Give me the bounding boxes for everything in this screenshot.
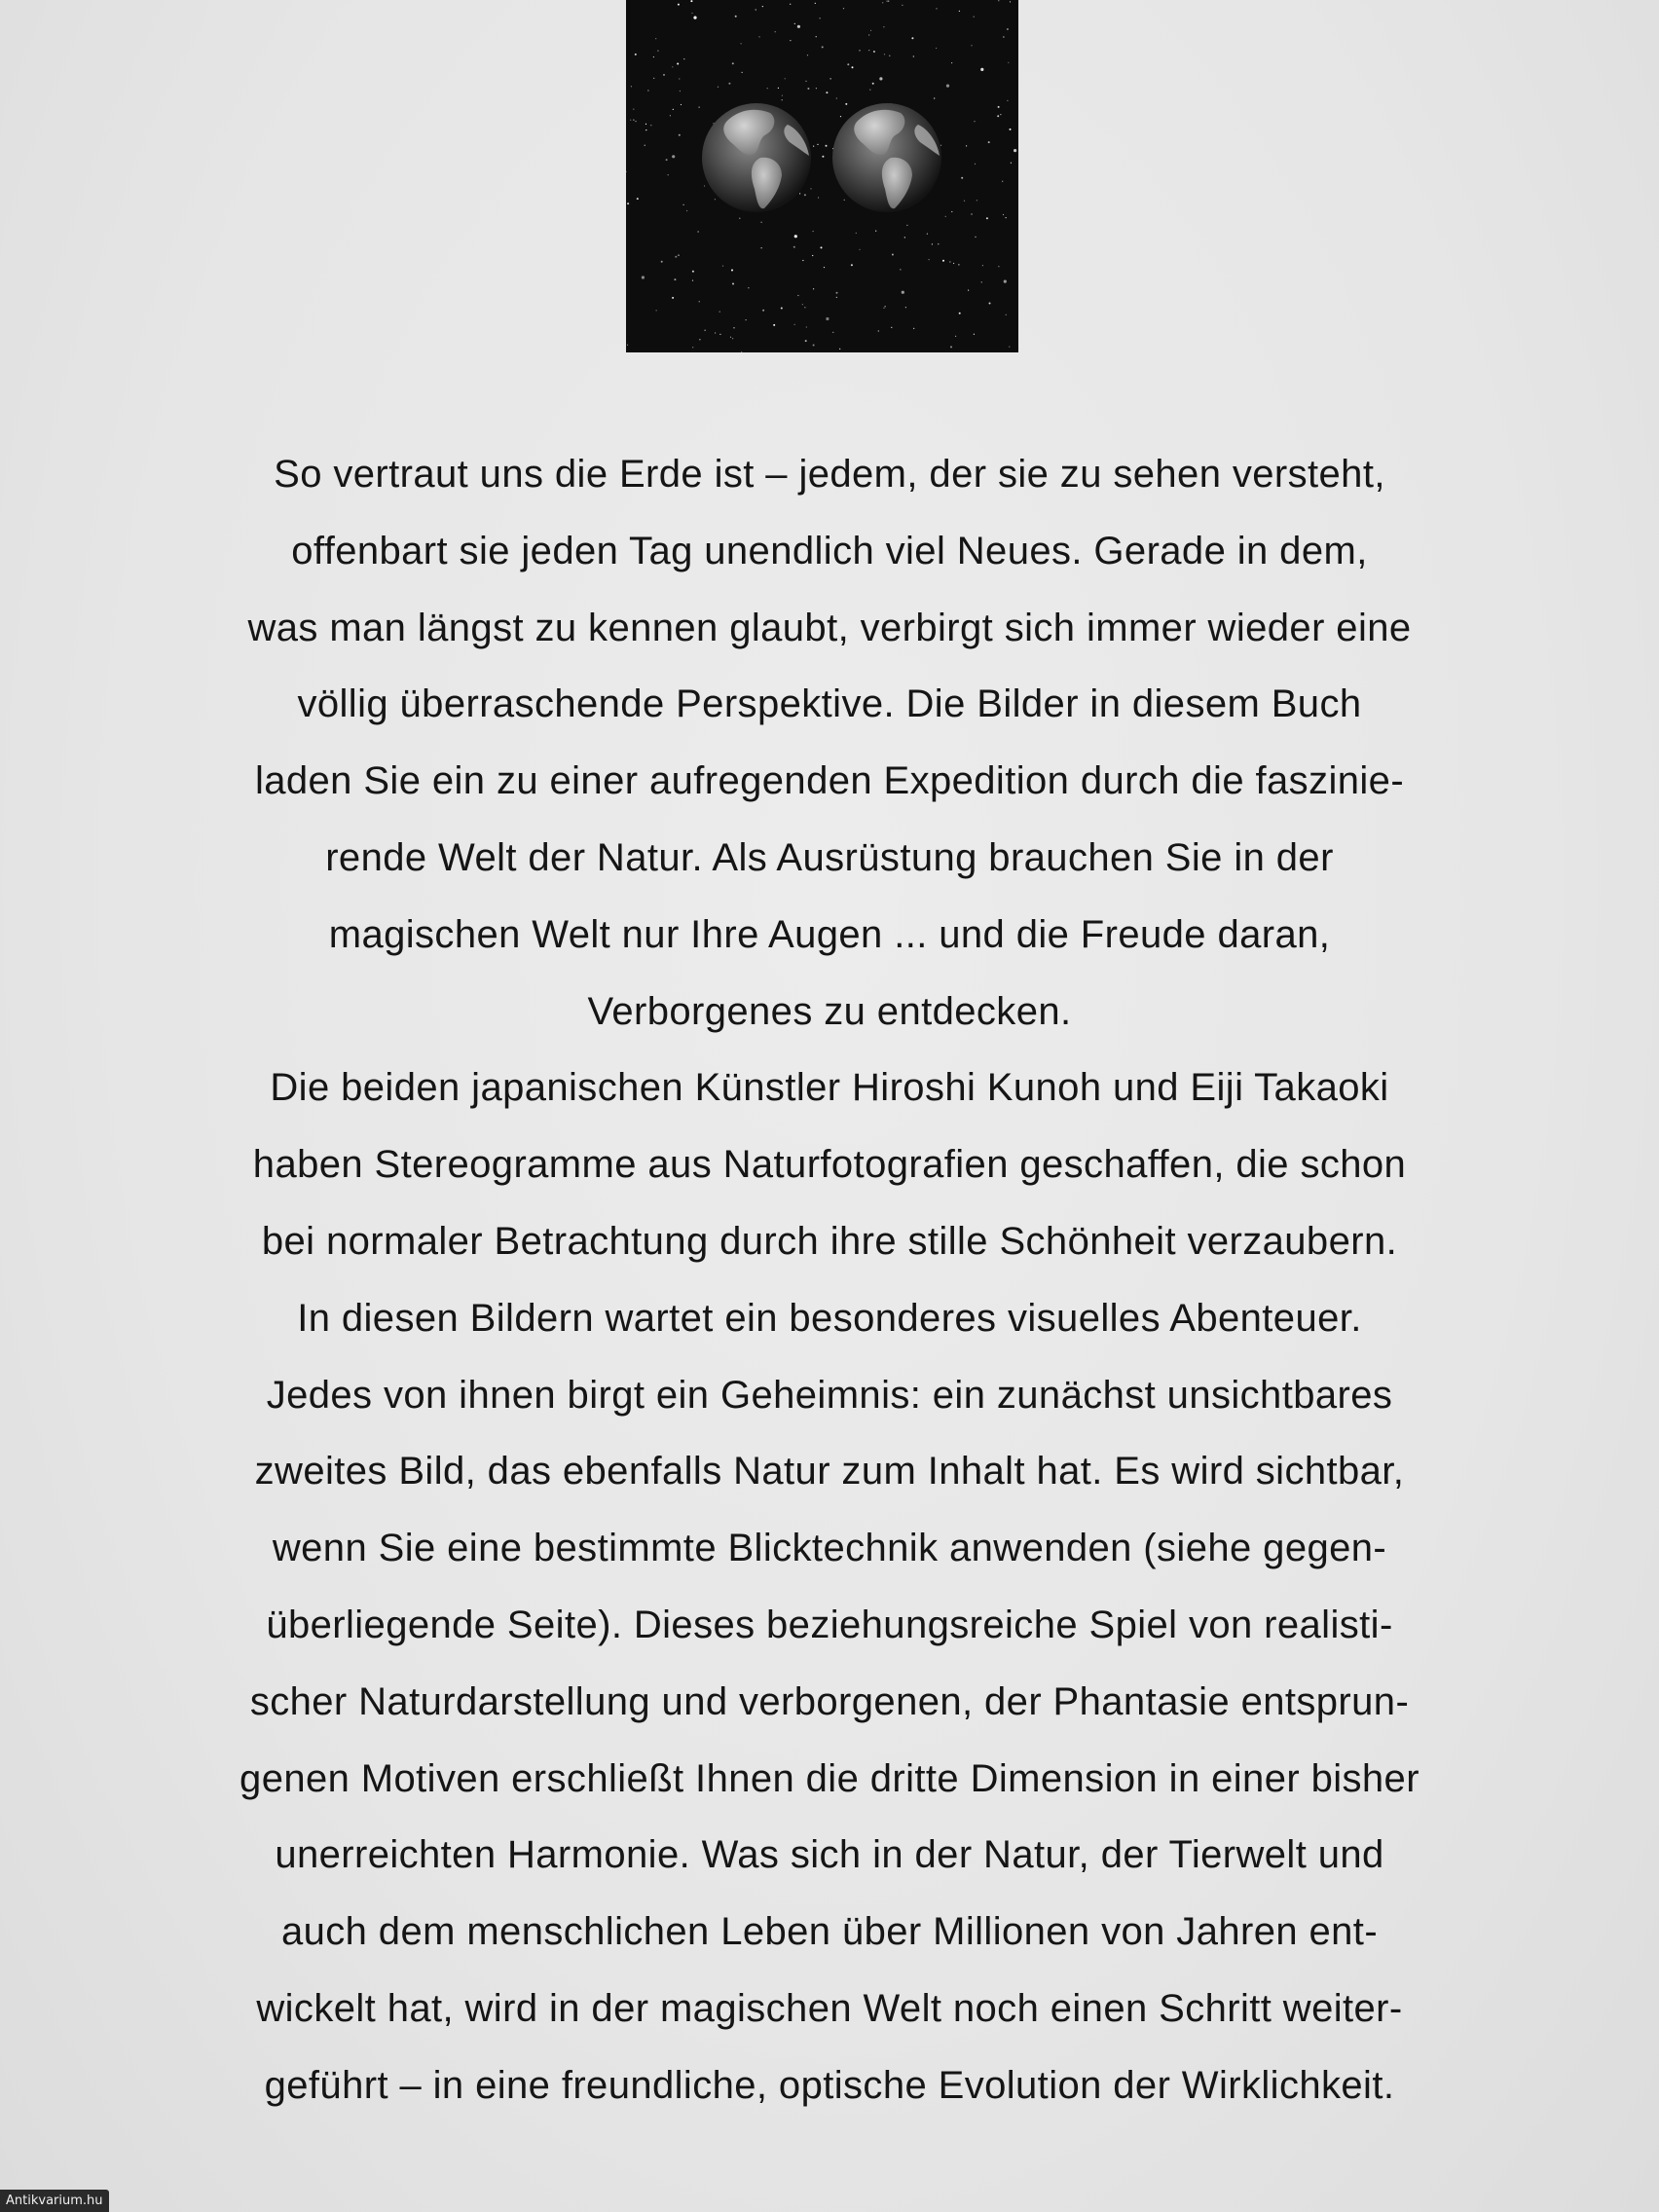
text-line: laden Sie ein zu einer aufregenden Expedition durch die faszinie- <box>254 759 1405 803</box>
text-line: was man längst zu kennen glaubt, verbirgt sich immer wieder eine <box>247 606 1412 649</box>
text-line: wickelt hat, wird in der magischen Welt noch einen Schritt weiter- <box>256 1986 1403 2030</box>
watermark: Antikvarium.hu <box>0 2190 109 2212</box>
text-line: unerreichten Harmonie. Was sich in der Natur, der Tierwelt und <box>275 1833 1384 1877</box>
earth-globe-right-icon <box>832 103 941 212</box>
space-photo <box>626 0 1018 352</box>
text-line: bei normaler Betrachtung durch ihre stille Schönheit verzaubern. <box>261 1219 1398 1263</box>
paragraph-intro <box>97 436 1562 1050</box>
text-line: überliegende Seite). Dieses beziehungsreiche Spiel von realisti- <box>266 1603 1393 1646</box>
text-line: magischen Welt nur Ihre Augen ... und die Freude daran, <box>328 912 1331 956</box>
text-line: genen Motiven erschließt Ihnen die dritte Dimension in einer bisher <box>240 1756 1419 1800</box>
text-line: offenbart sie jeden Tag unendlich viel Neues. Gerade in dem, <box>291 529 1368 572</box>
text-line: So vertraut uns die Erde ist – jedem, der sie zu sehen versteht, <box>274 453 1385 496</box>
paragraph-artists <box>97 1050 1562 2123</box>
text-line: rende Welt der Natur. Als Ausrüstung brauchen Sie in der <box>325 835 1334 879</box>
text-line: zweites Bild, das ebenfalls Natur zum Inhalt hat. Es wird sichtbar, <box>254 1450 1405 1493</box>
text-line: In diesen Bildern wartet ein besonderes visuelles Abenteuer. <box>297 1296 1362 1340</box>
text-line: geführt – in eine freundliche, optische Evolution der Wirklichkeit. <box>264 2063 1395 2107</box>
text-line: scher Naturdarstellung und verborgenen, der Phantasie entsprun- <box>249 1679 1410 1723</box>
text-line: Die beiden japanischen Künstler Hiroshi Kunoh und Eiji Takaoki <box>270 1066 1389 1110</box>
text-line: Verborgenes zu entdecken. <box>587 989 1072 1033</box>
earth-globe-left-icon <box>702 103 811 212</box>
text-line: haben Stereogramme aus Naturfotografien geschaffen, die schon <box>252 1143 1407 1187</box>
text-line: völlig überraschende Perspektive. Die Bilder in diesem Buch <box>297 682 1362 726</box>
body-text <box>97 436 1562 2124</box>
text-line: Jedes von ihnen birgt ein Geheimnis: ein zunächst unsichtbares <box>266 1373 1393 1417</box>
text-line: wenn Sie eine bestimmte Blicktechnik anwenden (siehe gegen- <box>272 1527 1387 1570</box>
starfield-icon <box>626 0 1018 352</box>
text-line: auch dem menschlichen Leben über Millionen von Jahren ent- <box>280 1910 1379 1954</box>
